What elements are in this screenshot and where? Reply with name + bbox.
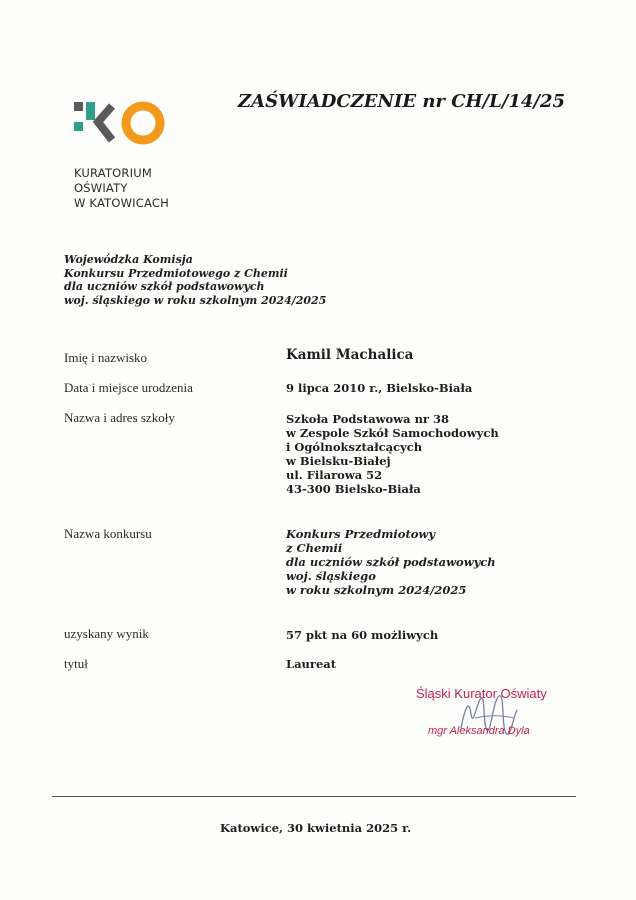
title-value: Laureat: [286, 657, 337, 671]
committee-line: woj. śląskiego w roku szkolnym 2024/2025: [64, 293, 327, 307]
result-label: uzyskany wynik: [64, 626, 149, 641]
result-value: 57 pkt na 60 możliwych: [286, 628, 439, 642]
committee-line: Wojewódzka Komisja: [64, 253, 193, 266]
committee-block: [64, 253, 326, 307]
title-label: tytuł: [64, 656, 88, 671]
footer-divider: [52, 796, 576, 797]
org-line: OŚWIATY: [74, 181, 128, 195]
school-line: i Ogólnokształcących: [286, 440, 423, 454]
committee-line: Konkursu Przedmiotowego z Chemii: [64, 266, 288, 280]
org-line: KURATORIUM: [74, 166, 152, 180]
school-line: w Bielsku-Białej: [286, 454, 391, 468]
signatory-title: Śląski Kurator Oświaty: [416, 686, 547, 701]
contest-line: dla uczniów szkół podstawowych: [286, 555, 496, 569]
school-line: 43-300 Bielsko-Biała: [286, 482, 421, 496]
school-value: [286, 412, 499, 496]
school-label: Nazwa i adres szkoły: [64, 410, 175, 425]
organization-name: [74, 166, 169, 211]
contest-line: woj. śląskiego: [286, 569, 376, 583]
birth-value: 9 lipca 2010 r., Bielsko-Biała: [286, 381, 473, 395]
contest-value: [286, 527, 496, 597]
kuratorium-ko-logo-icon: [72, 100, 172, 150]
place-and-date: Katowice, 30 kwietnia 2025 r.: [220, 821, 412, 835]
contest-label: Nazwa konkursu: [64, 526, 152, 541]
contest-line: Konkurs Przedmiotowy: [286, 527, 436, 541]
school-line: w Zespole Szkół Samochodowych: [286, 426, 499, 440]
contest-line: z Chemii: [286, 541, 343, 555]
handwritten-signature-icon: [455, 688, 525, 746]
committee-line: dla uczniów szkół podstawowych: [64, 280, 265, 293]
org-line: W KATOWICACH: [74, 196, 169, 210]
school-line: ul. Filarowa 52: [286, 468, 383, 482]
school-line: Szkoła Podstawowa nr 38: [286, 412, 449, 426]
name-label: Imię i nazwisko: [64, 350, 148, 365]
contest-line: w roku szkolnym 2024/2025: [286, 583, 467, 597]
signatory-name: mgr Aleksandra Dyla: [428, 725, 530, 737]
birth-label: Data i miejsce urodzenia: [64, 380, 193, 395]
name-value: Kamil Machalica: [286, 347, 414, 363]
certificate-title: ZAŚWIADCZENIE nr CH/L/14/25: [238, 91, 566, 112]
